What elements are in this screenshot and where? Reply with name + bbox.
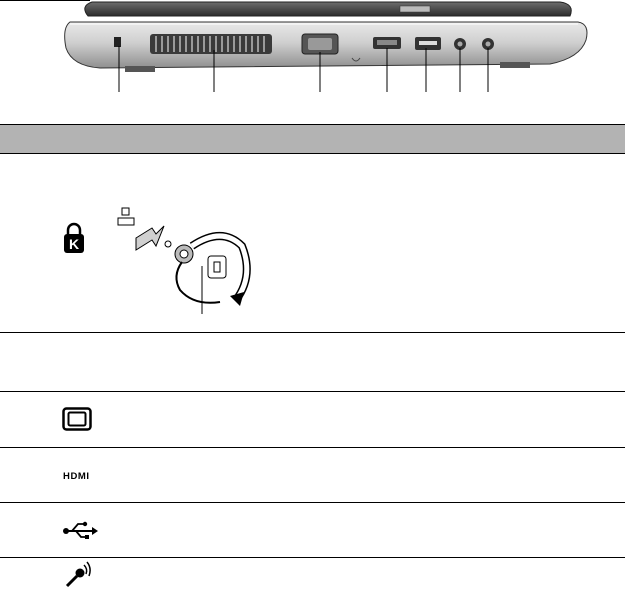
table-row-lock: [0, 154, 625, 333]
hdmi-icon: [62, 469, 100, 481]
table-row-microphone: [0, 558, 625, 594]
kensington-lock-icon: [62, 222, 86, 254]
table-header: [0, 124, 625, 154]
table-row-external-display: [0, 392, 625, 448]
lock-installation-illustration: [112, 206, 262, 316]
external-display-vga-icon: [62, 407, 92, 431]
table-row-ventilation: [0, 333, 625, 392]
svg-text:HDMI: HDMI: [63, 471, 90, 481]
microphone-icon: [64, 561, 92, 589]
svg-text:K: K: [68, 236, 80, 252]
laptop-left-side-view: [30, 0, 600, 100]
usb-icon: [62, 521, 98, 539]
